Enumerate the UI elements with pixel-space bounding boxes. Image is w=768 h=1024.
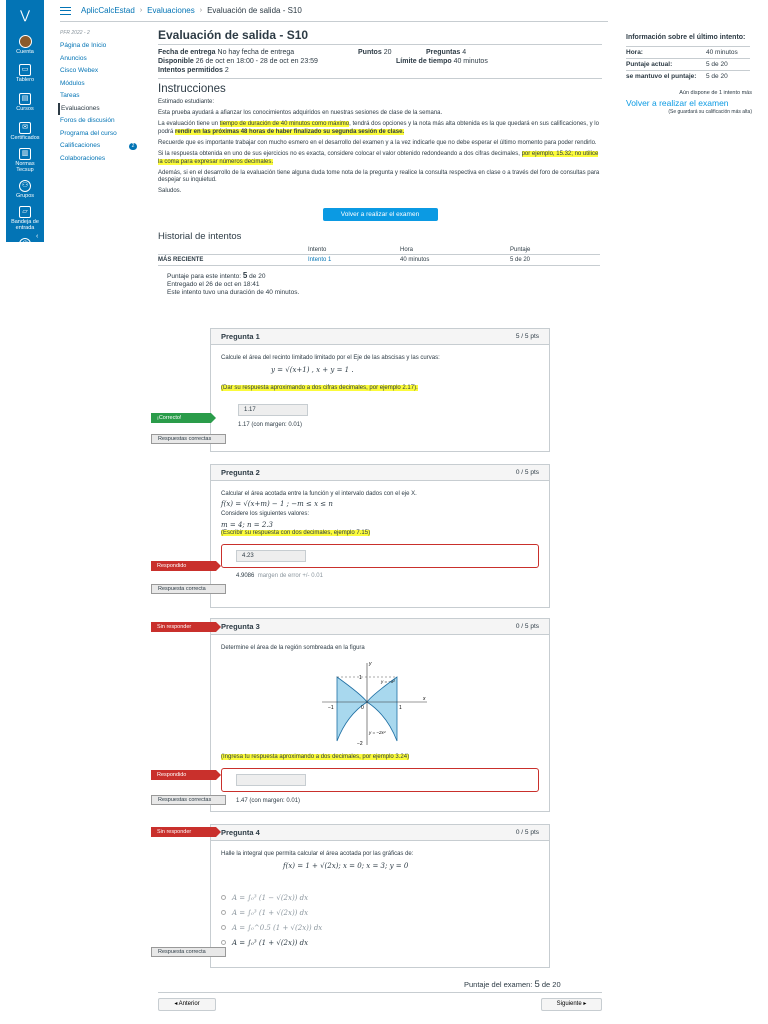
rules-icon: ▥: [19, 148, 31, 160]
question-title: Pregunta 2: [221, 468, 260, 477]
sidebar-value: 5 de 20: [706, 59, 750, 71]
attempt-score-total: de 20: [249, 273, 266, 281]
global-nav-label: Historial: [15, 251, 35, 257]
answer-field[interactable]: 1.17: [238, 404, 308, 416]
text-run: La evaluación tiene un: [158, 121, 220, 128]
highlight-text: rendir en las próximas 48 horas de haber finalizado su segunda sesión de clase.: [175, 128, 405, 135]
points-value: 20: [383, 49, 392, 56]
history-table: [158, 245, 600, 267]
courses-icon: ▤: [19, 93, 31, 105]
attempt-duration: Este intento tuvo una duración de 40 minutos.: [167, 289, 300, 297]
graph-label: 1: [359, 675, 362, 681]
question-card: [210, 328, 550, 452]
global-nav-rules[interactable]: [6, 146, 44, 175]
collapse-icon[interactable]: ‹: [36, 233, 39, 240]
menu-icon[interactable]: [60, 7, 71, 15]
divider: [158, 992, 602, 993]
correct-answers-tag: Respuesta correcta: [151, 947, 226, 957]
column-header: Hora: [400, 245, 510, 255]
column-header: Intento: [308, 245, 400, 255]
avatar-icon: [19, 35, 32, 48]
column-header: Puntaje: [510, 245, 600, 255]
final-score-total: de 20: [541, 980, 561, 989]
row-label: MÁS RECIENTE: [158, 255, 308, 266]
quiz-meta: [158, 48, 602, 75]
question-header: [211, 825, 549, 841]
questions-value: 4: [462, 49, 467, 56]
question-points: 0 / 5 pts: [515, 469, 539, 476]
table-header-row: [158, 245, 600, 255]
divider: [158, 78, 602, 79]
text-run: , tendrá dos opciones y la nota más alta obtenida es la que quedará en sus calificaciones, y lo podrá: [158, 121, 599, 135]
global-nav-label: Normas Tecsup: [15, 161, 35, 173]
answer-option[interactable]: [221, 905, 539, 920]
question-formula: y = √(x+1) , x + y = 1 .: [271, 366, 354, 374]
question-body: [211, 345, 549, 437]
graph-label: x: [423, 696, 426, 702]
instructions-paragraph: [158, 121, 602, 136]
instructions-paragraph: Esta prueba ayudará a afianzar los conocimientos adquiridos en nuestras sesiones de clase de la semana.: [158, 110, 443, 117]
available-value: 26 de oct en 18:00 - 28 de oct en 23:59: [195, 58, 318, 65]
quiz-main: [158, 28, 602, 297]
margin-text: margen de error +/- 0.01: [257, 573, 323, 579]
graph-label: y = −2x⁴: [369, 730, 386, 735]
chevron-right-icon: ›: [139, 7, 143, 14]
groups-icon: ⚇: [19, 180, 31, 192]
course-nav-quizzes[interactable]: Evaluaciones: [58, 103, 148, 116]
question-points: 0 / 5 pts: [515, 829, 539, 836]
question-points: 5 / 5 pts: [515, 333, 539, 340]
question-note: (Ingresa tu respuesta aproximando a dos decimales, por ejemplo 3.24): [221, 754, 410, 760]
correct-answer: [236, 572, 539, 580]
unanswered-badge: Sin responder: [151, 827, 216, 837]
status-badge: ¡Correcto!: [151, 413, 211, 423]
question-card: [210, 464, 550, 608]
sidebar-value: 40 minutos: [706, 47, 750, 59]
question-card: [210, 618, 550, 812]
correct-answers-tag: Respuestas correctas: [151, 434, 226, 444]
graph-label: y: [369, 661, 372, 667]
answer-field[interactable]: [236, 774, 306, 786]
attempts-remaining: Aún dispone de 1 intento más: [679, 90, 752, 96]
course-nav-grades-label: Calificaciones: [60, 142, 101, 149]
answer-option-correct[interactable]: [221, 935, 539, 950]
graph-label: 0: [361, 705, 364, 711]
sidebar-row: [626, 47, 750, 59]
due-label: Fecha de entrega: [158, 49, 216, 56]
radio-icon: [221, 910, 226, 915]
global-nav-inbox[interactable]: [6, 204, 44, 233]
question-values: m = 4; n = 2.3: [221, 521, 273, 529]
course-nav-webex[interactable]: Cisco Webex: [60, 67, 99, 74]
option-label: A = ∫₀³ (1 + √(2x)) dx: [232, 908, 309, 917]
sidebar-row: [626, 71, 750, 83]
retake-quiz-button[interactable]: Volver a realizar el examen: [323, 208, 438, 221]
retake-note: (Se guardará su calificación más alta): [668, 109, 752, 115]
course-nav-assignments[interactable]: Tareas: [60, 92, 80, 99]
grades-badge: 2: [129, 143, 137, 150]
question-body: [211, 841, 549, 958]
course-nav-modules[interactable]: Módulos: [60, 79, 85, 87]
unanswered-badge: Sin responder: [151, 622, 216, 632]
option-label: A = ∫₀^0.5 (1 + √(2x)) dx: [232, 923, 323, 932]
chevron-right-icon: ›: [199, 7, 203, 14]
available-label: Disponible: [158, 58, 194, 65]
attempt-link[interactable]: Intento 1: [308, 255, 400, 266]
sidebar-heading: Información sobre el último intento:: [626, 34, 746, 41]
sidebar-key: Puntaje actual:: [626, 59, 706, 71]
question-prompt: Determine el área de la región sombreada en la figura: [221, 645, 365, 651]
row-score: 5 de 20: [510, 255, 600, 266]
question-prompt: Calcular el área acotada entre la función y el intervalo dados con el eje X.: [221, 491, 417, 497]
breadcrumb-course[interactable]: AplicCalcEstad: [81, 6, 135, 15]
highlight-text: tiempo de duración de 40 minutos como máximo: [219, 121, 350, 128]
global-nav-label: Cuenta: [16, 48, 34, 55]
sidebar-key: se mantuvo el puntaje:: [626, 71, 706, 83]
final-score: [464, 979, 561, 990]
course-nav-home[interactable]: Página de Inicio: [60, 42, 107, 49]
due-value: No hay fecha de entrega: [217, 49, 295, 56]
global-nav: [6, 0, 44, 286]
previous-button[interactable]: ◂ Anterior: [158, 998, 216, 1011]
shaded-region-graph: [317, 655, 437, 747]
option-label: A = ∫₀³ (1 − √(2x)) dx: [232, 893, 309, 902]
questions-label: Preguntas: [426, 49, 461, 56]
instructions-paragraph: [158, 151, 602, 166]
attempt-summary: [158, 272, 602, 297]
global-nav-label: Ayuda: [17, 280, 33, 286]
course-nav-syllabus[interactable]: Programa del curso: [60, 129, 117, 137]
next-button[interactable]: Siguiente ▸: [541, 998, 602, 1011]
attempts-value: 2: [224, 67, 229, 74]
page-title: Evaluación de salida - S10: [158, 28, 602, 45]
history-icon: ◷: [19, 238, 31, 250]
course-nav: [58, 30, 148, 165]
attempt-submitted: Entregado el 26 de oct en 18:41: [167, 281, 260, 289]
radio-icon: [221, 895, 226, 900]
question-header: [211, 619, 549, 635]
course-nav-collaborations[interactable]: Colaboraciones: [60, 154, 106, 162]
global-nav-courses[interactable]: [6, 88, 44, 117]
points-label: Puntos: [358, 49, 382, 56]
question-body: [211, 635, 549, 813]
answer-frame: [221, 544, 539, 568]
global-nav-dashboard[interactable]: [6, 59, 44, 88]
instructions-paragraph: Además, si en el desarrollo de la evaluación tiene alguna duda tome nota de la pregunta y realice la consulta respectiva en clase o a través del foro de consultas para despejar su inquietud.: [158, 169, 600, 184]
global-nav-account[interactable]: [6, 30, 44, 59]
sidebar-value: 5 de 20: [706, 71, 750, 83]
global-nav-groups[interactable]: [6, 175, 44, 204]
attempt-score-label: Puntaje para este intento:: [167, 273, 242, 281]
course-nav-grades[interactable]: [58, 140, 148, 153]
question-header: [211, 329, 549, 345]
radio-icon: [221, 925, 226, 930]
graph-label: −1: [328, 705, 334, 711]
question-formula: f(x) = √(x+m) − 1 ; −m ≤ x ≤ n: [221, 500, 333, 508]
answer-option[interactable]: [221, 920, 539, 935]
breadcrumb: [60, 0, 608, 22]
global-nav-certificates[interactable]: [6, 117, 44, 146]
status-badge: Respondido: [151, 561, 216, 571]
retake-quiz-link[interactable]: Volver a realizar el examen: [626, 98, 729, 108]
certificate-icon: ✉: [19, 122, 31, 134]
graph-label: 1: [399, 705, 402, 711]
instructions-paragraph: Saludos.: [158, 188, 182, 195]
instructions-paragraph: Estimado estudiante:: [158, 99, 215, 105]
correct-answers-tag: Respuestas correctas: [151, 795, 226, 805]
logo-icon[interactable]: ⋁: [20, 8, 30, 22]
global-nav-label: Cursos: [16, 106, 34, 112]
final-score-label: Puntaje del examen:: [464, 980, 533, 989]
final-score-value: 5: [534, 979, 540, 990]
radio-icon: [221, 940, 226, 945]
breadcrumb-current: Evaluación de salida - S10: [207, 6, 302, 15]
dashboard-icon: ▭: [19, 64, 31, 76]
correct-answers-tag: Respuesta correcta: [151, 584, 226, 594]
option-label: A = ∫₀³ (1 + √(2x)) dx: [232, 938, 309, 947]
history-heading: Historial de intentos: [158, 230, 242, 242]
correct-answer: 1.47 (con margen: 0.01): [236, 798, 301, 804]
attempts-label: Intentos permitidos: [158, 67, 223, 74]
question-note: (Escribir su respuesta con dos decimales, ejemplo 7.15): [221, 530, 371, 536]
correct-value: 4.9086: [236, 573, 255, 579]
instructions-body: [158, 99, 602, 196]
answer-option[interactable]: [221, 890, 539, 905]
instructions-heading: Instrucciones: [158, 83, 226, 95]
global-nav-label: Bandeja de entrada: [11, 219, 39, 231]
correct-answer: 1.17 (con margen: 0.01): [238, 422, 303, 428]
sidebar-row: [626, 59, 750, 71]
answer-options: [221, 890, 539, 950]
global-nav-help[interactable]: [6, 262, 44, 291]
question-card: [210, 824, 550, 968]
attempt-score: [167, 272, 602, 281]
question-prompt: Halle la integral que permita calcular el área acotada por las gráficas de:: [221, 851, 414, 857]
status-badge: Respondido: [151, 770, 216, 780]
attempt-sidebar: [626, 34, 752, 115]
question-prompt-2: Considere los siguientes valores:: [221, 511, 310, 517]
question-body: [211, 481, 549, 588]
text-run: Si la respuesta obtenida en uno de sus ejercicios no es exacta, considere colocar el valor obtenido redondeando a dos cifras decimales,: [158, 150, 522, 157]
table-row: [158, 255, 600, 266]
course-term: PFR 2022 - 2: [60, 30, 90, 36]
question-prompt: Calcule el área del recinto limitado limitado por el Eje de las abscisas y las curvas:: [221, 355, 440, 361]
graph-label: y = −x²: [381, 679, 395, 684]
inbox-icon: ▱: [19, 206, 31, 218]
question-title: Pregunta 4: [221, 828, 260, 837]
answer-frame: [221, 768, 539, 792]
instructions-paragraph: Recuerde que es importante trabajar con mucho esmero en el desarrollo del examen y a la vez indicarle que no debe esperar el último momento para poder rendirlo.: [158, 139, 597, 146]
question-title: Pregunta 3: [221, 622, 260, 631]
question-points: 0 / 5 pts: [515, 623, 539, 630]
row-time: 40 minutos: [400, 255, 510, 266]
question-formula: f(x) = 1 + √(2x); x = 0; x = 3; y = 0: [283, 862, 409, 870]
time-limit-label: Límite de tiempo: [396, 58, 452, 65]
column-header: [158, 245, 308, 255]
course-nav-discussions[interactable]: Foros de discusión: [60, 117, 115, 124]
time-limit-value: 40 minutos: [453, 58, 488, 65]
course-nav-announcements[interactable]: Anuncios: [60, 54, 87, 62]
breadcrumb-section[interactable]: Evaluaciones: [147, 6, 195, 15]
question-header: [211, 465, 549, 481]
question-note: (Dar su respuesta aproximando a dos cifras decimales, por ejemplo 2.17).: [221, 385, 418, 391]
global-nav-label: Grupos: [15, 193, 35, 199]
sidebar-key: Hora:: [626, 47, 706, 59]
graph-label: −2: [357, 741, 363, 747]
highlight-text: por ejemplo, 15.32; no utilice la coma para expresar números decimales.: [158, 150, 599, 165]
global-nav-label: Certificados: [10, 135, 40, 141]
attempt-score-value: 5: [242, 271, 248, 281]
question-title: Pregunta 1: [221, 332, 260, 341]
global-nav-label: Tablero: [15, 77, 35, 83]
answer-field[interactable]: 4.23: [236, 550, 306, 562]
sidebar-table: [626, 46, 750, 82]
help-icon: ?: [19, 267, 31, 279]
